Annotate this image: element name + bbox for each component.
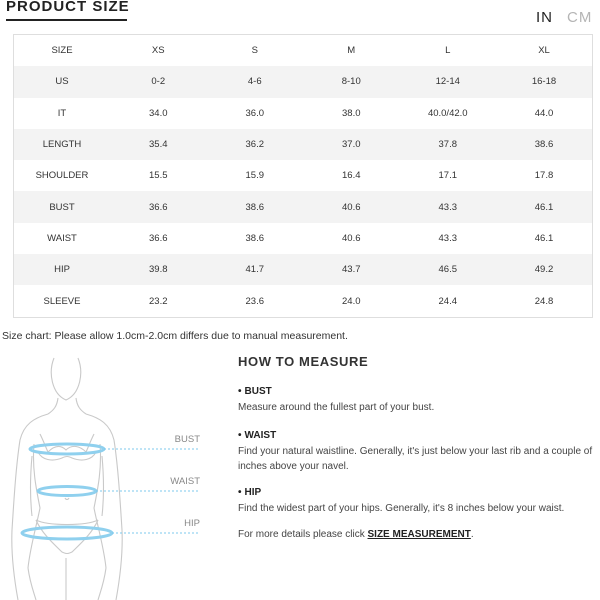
table-cell: 36.2 [207, 129, 304, 160]
bullet: • [238, 487, 242, 498]
table-cell: LENGTH [14, 129, 111, 160]
table-cell: 4-6 [207, 66, 304, 97]
table-cell: 43.7 [303, 254, 400, 285]
table-cell: 49.2 [496, 254, 593, 285]
table-cell: 24.0 [303, 285, 400, 317]
bullet: • [238, 430, 242, 441]
table-cell: 40.0/42.0 [400, 98, 497, 129]
unit-cm-button[interactable]: CM [567, 9, 593, 26]
table-cell: 17.8 [496, 160, 593, 191]
how-to-measure-title: HOW TO MEASURE [238, 354, 369, 369]
bust-heading-text: BUST [244, 386, 272, 397]
table-cell: US [14, 66, 111, 97]
hip-description: Find the widest part of your hips. Generally, it's 8 inches below your waist. [238, 503, 565, 514]
table-row [14, 254, 593, 285]
table-cell: 46.5 [400, 254, 497, 285]
table-header-cell: XS [110, 35, 207, 67]
hip-figure-label: HIP [184, 518, 200, 529]
table-cell: 39.8 [110, 254, 207, 285]
table-cell: 23.6 [207, 285, 304, 317]
table-cell: 36.6 [110, 191, 207, 222]
unit-in-button[interactable]: IN [536, 9, 553, 26]
table-cell: BUST [14, 191, 111, 222]
table-header-cell: SIZE [14, 35, 111, 67]
table-cell: SLEEVE [14, 285, 111, 317]
waist-description: Find your natural waistline. Generally, it's just below your last rib and a couple of inches above your navel. [238, 446, 593, 472]
table-row [14, 223, 593, 254]
table-cell: 8-10 [303, 66, 400, 97]
table-row [14, 191, 593, 222]
page-title: PRODUCT SIZE [6, 0, 130, 15]
table-cell: 16-18 [496, 66, 593, 97]
table-row [14, 98, 593, 129]
table-cell: 16.4 [303, 160, 400, 191]
table-cell: 15.9 [207, 160, 304, 191]
table-cell: 41.7 [207, 254, 304, 285]
table-cell: WAIST [14, 223, 111, 254]
table-cell: 36.6 [110, 223, 207, 254]
size-chart-table [13, 34, 593, 318]
table-cell: 0-2 [110, 66, 207, 97]
table-cell: 37.8 [400, 129, 497, 160]
table-cell: 35.4 [110, 129, 207, 160]
hip-heading-text: HIP [244, 487, 262, 498]
table-cell: 17.1 [400, 160, 497, 191]
table-cell: 38.6 [207, 191, 304, 222]
waist-heading [238, 430, 276, 441]
table-header-cell: XL [496, 35, 593, 67]
table-cell: 37.0 [303, 129, 400, 160]
table-cell: 12-14 [400, 66, 497, 97]
table-cell: 38.0 [303, 98, 400, 129]
hip-band [22, 527, 112, 539]
table-cell: 36.0 [207, 98, 304, 129]
table-cell: 15.5 [110, 160, 207, 191]
table-row [14, 66, 593, 97]
table-header-row [14, 35, 593, 67]
details-suffix: . [470, 529, 474, 540]
table-cell: 24.4 [400, 285, 497, 317]
details-line [238, 528, 600, 543]
table-cell: 40.6 [303, 191, 400, 222]
waist-figure-label: WAIST [170, 476, 200, 487]
table-header-cell: L [400, 35, 497, 67]
table-cell: 46.1 [496, 223, 593, 254]
bust-figure-label: BUST [174, 434, 200, 445]
table-cell: IT [14, 98, 111, 129]
table-cell: 38.6 [496, 129, 593, 160]
body-figure-illustration [0, 348, 230, 600]
waist-heading-text: WAIST [244, 430, 277, 441]
details-prefix: For more details please click [238, 529, 368, 540]
body-outline [12, 358, 122, 600]
table-cell: 40.6 [303, 223, 400, 254]
table-cell: HIP [14, 254, 111, 285]
table-cell: 43.3 [400, 191, 497, 222]
size-chart-note: Size chart: Please allow 1.0cm-2.0cm differs due to manual measurement. [2, 330, 348, 342]
table-cell: 43.3 [400, 223, 497, 254]
waist-band [38, 487, 96, 496]
table-cell: SHOULDER [14, 160, 111, 191]
table-header-cell: S [207, 35, 304, 67]
title-underline [6, 19, 127, 21]
table-cell: 44.0 [496, 98, 593, 129]
table-header-cell: M [303, 35, 400, 67]
table-cell: 34.0 [110, 98, 207, 129]
table-cell: 46.1 [496, 191, 593, 222]
table-row [14, 285, 593, 317]
hip-heading [238, 487, 261, 498]
table-row [14, 129, 593, 160]
bullet: • [238, 386, 242, 397]
bust-heading [238, 386, 272, 397]
size-measurement-link[interactable]: SIZE MEASUREMENT [367, 529, 471, 540]
table-cell: 38.6 [207, 223, 304, 254]
bust-description: Measure around the fullest part of your bust. [238, 402, 435, 413]
unit-toggle [536, 9, 592, 26]
table-cell: 23.2 [110, 285, 207, 317]
table-row [14, 160, 593, 191]
table-cell: 24.8 [496, 285, 593, 317]
